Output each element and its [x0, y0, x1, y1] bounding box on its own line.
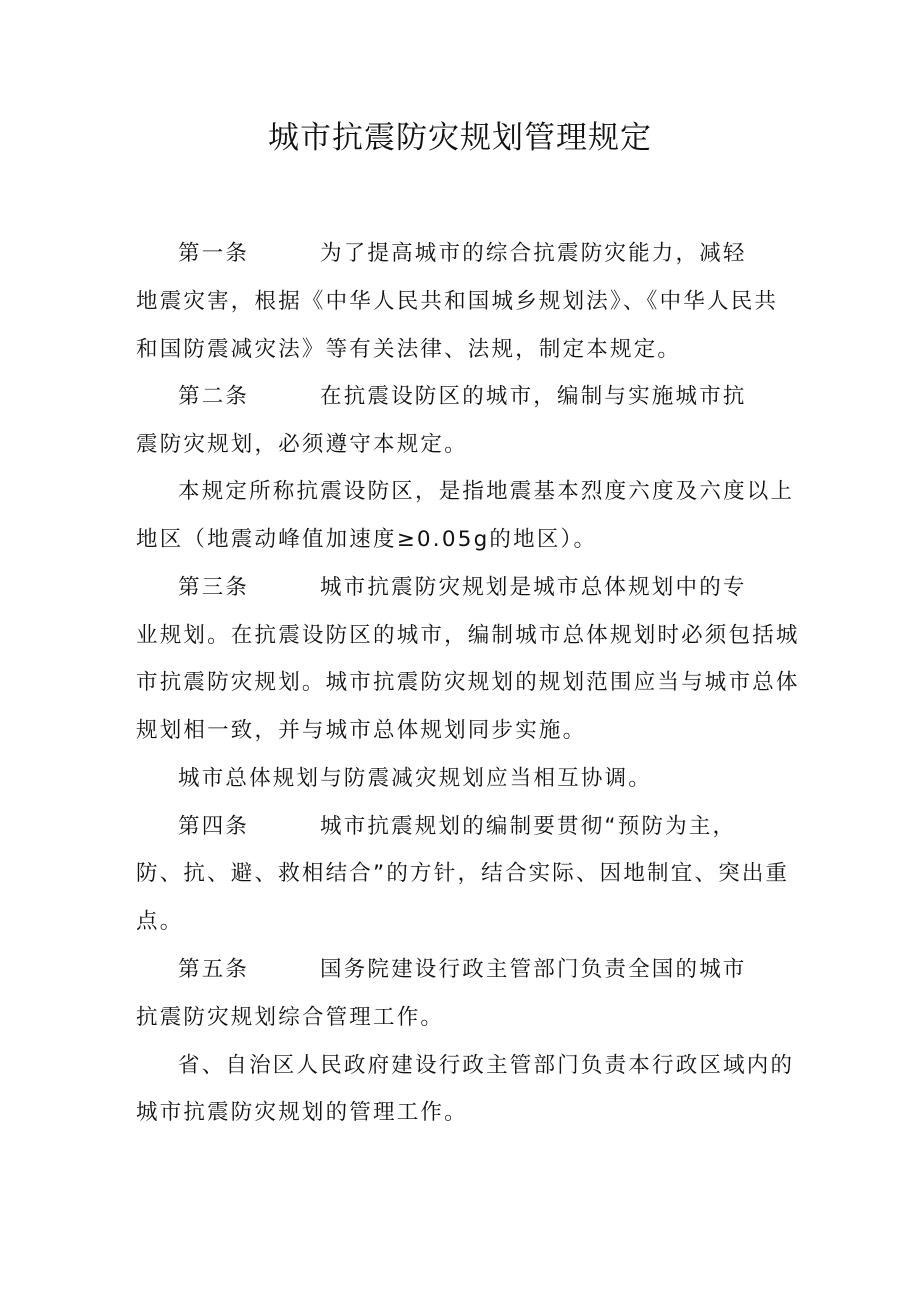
- article-5-line-1: [178, 955, 747, 985]
- paragraph-line: 地区（地震动峰值加速度≥0.05g的地区）。: [136, 527, 598, 552]
- article-3-line-1: [178, 573, 747, 603]
- article-label: 第三条: [178, 575, 250, 600]
- article-4-line-3: 点。: [136, 909, 184, 934]
- article-1-line-2: 地震灾害，根据《中华人民共和国城乡规划法》、《中华人民共: [136, 289, 779, 314]
- article-1-line-1: [178, 239, 747, 269]
- article-label: 第一条: [178, 241, 250, 266]
- document-title: 城市抗震防灾规划管理规定: [268, 120, 652, 156]
- article-4-line-2: 防、抗、避、救相结合”的方针，结合实际、因地制宜、突出重: [136, 861, 790, 886]
- paragraph-line: 城市总体规划与防震减灾规划应当相互协调。: [178, 766, 653, 791]
- paragraph-line: 本规定所称抗震设防区，是指地震基本烈度六度及六度以上: [178, 479, 795, 504]
- article-label: 第四条: [178, 814, 250, 839]
- article-text: 在抗震设防区的城市，编制与实施城市抗: [320, 384, 747, 409]
- article-5-line-2: 抗震防灾规划综合管理工作。: [136, 1005, 445, 1030]
- paragraph-line: 城市抗震防灾规划的管理工作。: [136, 1100, 468, 1125]
- paragraph-line: 省、自治区人民政府建设行政主管部门负责本行政区域内的: [178, 1053, 795, 1078]
- article-3-line-4: 规划相一致，并与城市总体规划同步实施。: [136, 718, 587, 743]
- article-2-line-2: 震防灾规划，必须遵守本规定。: [136, 432, 468, 457]
- article-4-line-1: [178, 812, 736, 842]
- article-1-line-3: 和国防震减灾法》等有关法律、法规，制定本规定。: [136, 337, 682, 362]
- article-3-line-2: 业规划。在抗震设防区的城市，编制城市总体规划时必须包括城: [136, 623, 800, 648]
- article-text: 为了提高城市的综合抗震防灾能力，减轻: [320, 241, 747, 266]
- article-label: 第五条: [178, 957, 250, 982]
- article-text: 国务院建设行政主管部门负责全国的城市: [320, 957, 747, 982]
- article-2-line-1: [178, 382, 747, 412]
- article-text: 城市抗震防灾规划是城市总体规划中的专: [320, 575, 747, 600]
- article-text: 城市抗震规划的编制要贯彻“预防为主，: [320, 814, 737, 839]
- article-label: 第二条: [178, 384, 250, 409]
- article-3-line-3: 市抗震防灾规划。城市抗震防灾规划的规划范围应当与城市总体: [136, 670, 800, 695]
